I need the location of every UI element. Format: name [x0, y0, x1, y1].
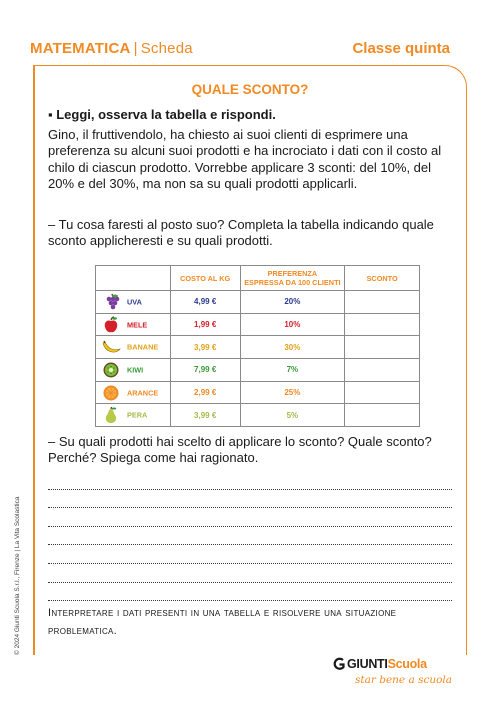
- product-cell: [96, 313, 171, 336]
- discount-cell[interactable]: [345, 313, 420, 336]
- product-name: PERA: [127, 410, 148, 420]
- product-cell: [96, 404, 171, 427]
- product-cell: [96, 359, 171, 382]
- cost-cell: 3,99 €: [170, 336, 240, 359]
- grapes-icon: [100, 293, 122, 311]
- preference-cell: 25%: [240, 381, 345, 404]
- cost-cell: 3,99 €: [170, 404, 240, 427]
- discount-cell[interactable]: [345, 404, 420, 427]
- answer-line[interactable]: [48, 527, 452, 546]
- product-name: MELE: [127, 320, 148, 330]
- content-frame-left-border: [33, 65, 35, 655]
- answer-line[interactable]: [48, 471, 452, 490]
- product-cell: [96, 336, 171, 359]
- cost-cell: 2,99 €: [170, 381, 240, 404]
- product-name: ARANCE: [127, 388, 159, 398]
- table-row: [96, 381, 420, 404]
- table-row: [96, 359, 420, 382]
- discount-cell[interactable]: [345, 359, 420, 382]
- header-cost: COSTO AL KG: [170, 266, 240, 291]
- product-cell: [96, 291, 171, 314]
- learning-objective: Interpretare i dati presenti in una tabella e risolvere una situazione problematica.: [48, 607, 397, 637]
- table-header-row: [96, 266, 420, 291]
- orange-icon: [100, 384, 122, 402]
- answer-line[interactable]: [48, 564, 452, 583]
- page-title: QUALE SCONTO?: [191, 82, 309, 97]
- instruction: ▪ Leggi, osserva la tabella e rispondi.: [48, 107, 276, 122]
- cost-cell: 7,99 €: [170, 359, 240, 382]
- giunti-scuola-logo: [333, 655, 463, 695]
- product-name: BANANE: [127, 342, 159, 352]
- class-label: Classe quinta: [352, 40, 450, 57]
- task-text: – Tu cosa faresti al posto suo? Completa la tabella indicando quale sconto applicheresti e su quali prodotti.: [48, 217, 434, 249]
- header-product: [96, 266, 171, 291]
- table-row: [96, 313, 420, 336]
- subject-label: MATEMATICA: [30, 40, 131, 57]
- logo-tagline: star bene a scuola: [355, 674, 453, 686]
- logo-brand: [347, 657, 427, 671]
- product-name: KIWI: [127, 365, 144, 375]
- answer-lines[interactable]: [48, 471, 452, 601]
- answer-line[interactable]: [48, 508, 452, 527]
- preference-cell: 5%: [240, 404, 345, 427]
- cost-cell: 1,99 €: [170, 313, 240, 336]
- logo-brand-b: Scuola: [387, 657, 427, 671]
- preference-cell: 10%: [240, 313, 345, 336]
- table-row: [96, 336, 420, 359]
- header-separator: |: [133, 40, 138, 57]
- logo-brand-a: GIUNTI: [347, 657, 388, 671]
- data-table: [95, 265, 420, 427]
- problem-text: Gino, il fruttivendolo, ha chiesto ai suoi clienti di esprimere una preferenza su alcuni suoi prodotti e ha incrociato i dati con il costo al chilo di ciascun prodotto. Vorrebbe applicare 3 sconti: del 10%, del 20% e del 30%, ma non sa su quali prodotti applicarli.: [48, 127, 442, 191]
- kiwi-icon: [100, 361, 122, 379]
- preference-cell: 20%: [240, 291, 345, 314]
- answer-line[interactable]: [48, 545, 452, 564]
- question-text: – Su quali prodotti hai scelto di applicare lo sconto? Quale sconto? Perché? Spiega come hai ragionato.: [48, 434, 432, 466]
- product-cell: [96, 381, 171, 404]
- copyright-notice: © 2024 Giunti Scuola S.r.l., Firenze | La Vita Scolastica: [14, 496, 21, 655]
- cost-cell: 4,99 €: [170, 291, 240, 314]
- discount-cell[interactable]: [345, 336, 420, 359]
- answer-line[interactable]: [48, 583, 452, 602]
- banana-icon: [100, 338, 122, 356]
- discount-cell[interactable]: [345, 291, 420, 314]
- product-name: UVA: [127, 297, 142, 307]
- header-preference-line1: PREFERENZA: [267, 269, 318, 278]
- preference-cell: 30%: [240, 336, 345, 359]
- preference-cell: 7%: [240, 359, 345, 382]
- header-subject: [30, 40, 193, 57]
- header-preference-line2: ESPRESSA DA 100 CLIENTI: [244, 278, 341, 287]
- giunti-g-icon: [333, 657, 345, 671]
- answer-line[interactable]: [48, 490, 452, 509]
- sheet-label: Scheda: [140, 40, 193, 57]
- header-discount: SCONTO: [345, 266, 420, 291]
- header-preference: [240, 266, 345, 291]
- table-row: [96, 404, 420, 427]
- table-row: [96, 291, 420, 314]
- apple-icon: [100, 316, 122, 334]
- pear-icon: [100, 406, 122, 424]
- discount-cell[interactable]: [345, 381, 420, 404]
